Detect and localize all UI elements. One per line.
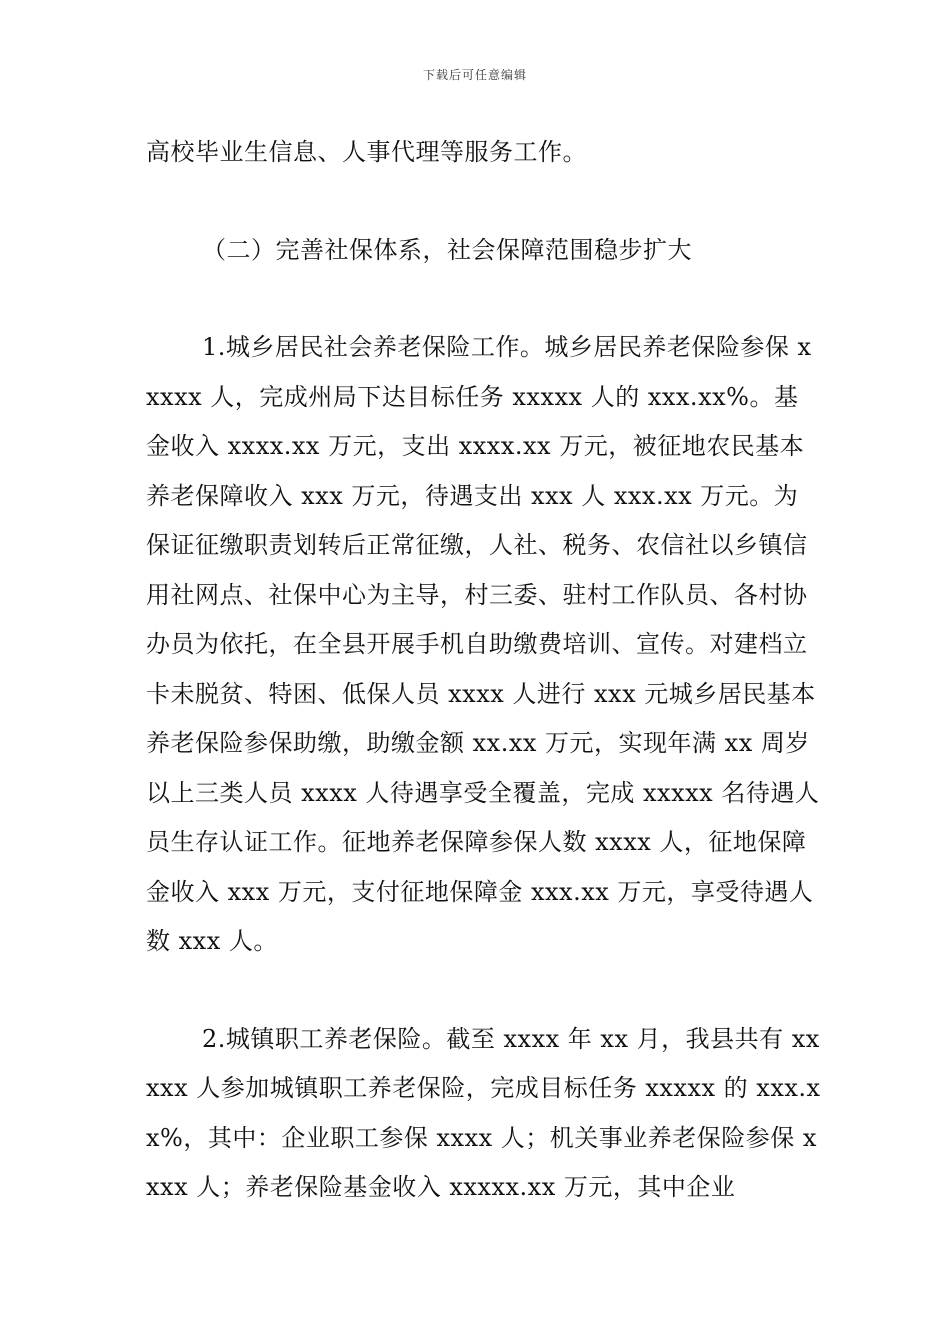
document-body (146, 128, 822, 1213)
continuation-paragraph: 高校毕业生信息、人事代理等服务工作。 (146, 138, 587, 166)
section-heading: （二）完善社保体系，社会保障范围稳步扩大 (202, 235, 692, 264)
page-header-note: 下载后可任意编辑 (422, 68, 527, 82)
item-paragraph-1: 1.城乡居民社会养老保险工作。城乡居民养老保险参保 xxxxx 人，完成州局下达目标任务 xxxxx 人的 xxx.xx%。基金收入 xxxx.xx 万元，支出 xxxx.xx 万元，被征地农民基本养老保障收入 xxx 万元，待遇支出 xxx 人 xxx.xx 万元。为保证征缴职责划转后正常征缴，人社、税务、农信社以乡镇信用社网点、社保中心为主导，村三委、驻村工作队员、各村协办员为依托，在全县开展手机自助缴费培训、宣传。对建档立卡未脱贫、特困、低保人员 xxxx 人进行 xxx 元城乡居民基本养老保险参保助缴，助缴金额 xx.xx 万元，实现年满 xx 周岁以上三类人员 xxxx 人待遇享受全覆盖，完成 xxxxx 名待遇人员生存认证工作。征地养老保障参保人数 xxxx 人，征地保障金收入 xxx 万元，支付征地保障金 xxx.xx 万元，享受待遇人数 xxx 人。 (146, 333, 820, 955)
item-paragraph-2: 2.城镇职工养老保险。截至 xxxx 年 xx 月，我县共有 xxxxx 人参加城镇职工养老保险，完成目标任务 xxxxx 的 xxx.xx%，其中：企业职工参保 xxxx 人；机关事业养老保险参保 xxxx 人；养老保险基金收入 xxxxx.xx 万元，其中企业 (146, 1024, 821, 1201)
